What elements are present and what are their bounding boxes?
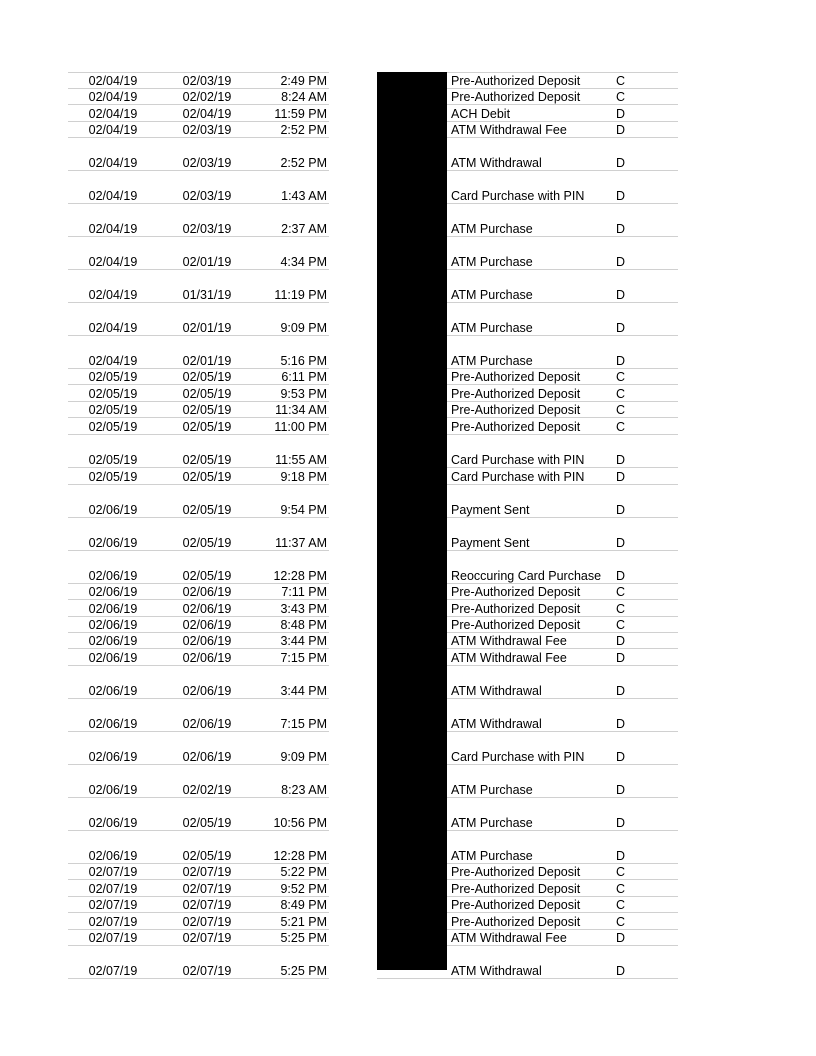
debit-credit-cell: D <box>616 684 626 698</box>
time-cell: 11:34 AM <box>275 403 327 417</box>
debit-credit-cell: C <box>616 882 626 896</box>
transaction-date-cell: 02/06/19 <box>182 717 232 731</box>
debit-credit-cell: D <box>616 123 626 137</box>
row-divider <box>377 978 678 979</box>
debit-credit-cell: D <box>616 255 626 269</box>
description-cell: Pre-Authorized Deposit <box>451 882 581 896</box>
post-date-cell: 02/04/19 <box>88 90 138 104</box>
time-cell: 8:49 PM <box>280 898 327 912</box>
debit-credit-cell: D <box>616 816 626 830</box>
description-cell: ATM Withdrawal Fee <box>451 651 567 665</box>
description-cell: ATM Purchase <box>451 816 533 830</box>
transaction-date-cell: 02/03/19 <box>182 74 232 88</box>
transaction-date-cell: 02/03/19 <box>182 156 232 170</box>
transaction-date-cell: 02/03/19 <box>182 222 232 236</box>
debit-credit-cell: D <box>616 354 626 368</box>
time-cell: 8:23 AM <box>281 783 327 797</box>
time-cell: 5:25 PM <box>280 931 327 945</box>
debit-credit-cell: D <box>616 717 626 731</box>
description-cell: ATM Withdrawal Fee <box>451 123 567 137</box>
transaction-date-cell: 02/07/19 <box>182 865 232 879</box>
post-date-cell: 02/07/19 <box>88 964 138 978</box>
post-date-cell: 02/06/19 <box>88 717 138 731</box>
debit-credit-cell: D <box>616 931 626 945</box>
transaction-date-cell: 02/03/19 <box>182 189 232 203</box>
time-cell: 12:28 PM <box>273 569 327 583</box>
post-date-cell: 02/06/19 <box>88 816 138 830</box>
debit-credit-cell: D <box>616 750 626 764</box>
description-cell: Card Purchase with PIN <box>451 750 585 764</box>
post-date-cell: 02/04/19 <box>88 74 138 88</box>
time-cell: 9:09 PM <box>280 321 327 335</box>
time-cell: 2:37 AM <box>281 222 327 236</box>
post-date-cell: 02/05/19 <box>88 420 138 434</box>
description-cell: ATM Purchase <box>451 255 533 269</box>
post-date-cell: 02/07/19 <box>88 882 138 896</box>
post-date-cell: 02/05/19 <box>88 387 138 401</box>
transaction-date-cell: 02/07/19 <box>182 882 232 896</box>
transaction-date-cell: 02/05/19 <box>182 420 232 434</box>
post-date-cell: 02/04/19 <box>88 255 138 269</box>
debit-credit-cell: D <box>616 321 626 335</box>
time-cell: 2:52 PM <box>280 123 327 137</box>
description-cell: Pre-Authorized Deposit <box>451 865 581 879</box>
debit-credit-cell: D <box>616 453 626 467</box>
description-cell: ATM Purchase <box>451 783 533 797</box>
debit-credit-cell: D <box>616 288 626 302</box>
description-cell: Pre-Authorized Deposit <box>451 915 581 929</box>
transaction-date-cell: 02/05/19 <box>182 387 232 401</box>
transaction-date-cell: 02/06/19 <box>182 651 232 665</box>
post-date-cell: 02/04/19 <box>88 189 138 203</box>
description-cell: ATM Purchase <box>451 222 533 236</box>
time-cell: 3:44 PM <box>280 634 327 648</box>
description-cell: ATM Purchase <box>451 354 533 368</box>
description-cell: Pre-Authorized Deposit <box>451 585 581 599</box>
transaction-date-cell: 02/05/19 <box>182 453 232 467</box>
transaction-date-cell: 02/01/19 <box>182 354 232 368</box>
description-cell: Pre-Authorized Deposit <box>451 898 581 912</box>
transaction-date-cell: 02/06/19 <box>182 585 232 599</box>
row-divider <box>68 978 329 979</box>
time-cell: 4:34 PM <box>280 255 327 269</box>
transaction-date-cell: 02/06/19 <box>182 618 232 632</box>
debit-credit-cell: D <box>616 569 626 583</box>
time-cell: 10:56 PM <box>273 816 327 830</box>
time-cell: 11:00 PM <box>274 420 327 434</box>
description-cell: ATM Purchase <box>451 849 533 863</box>
description-cell: Card Purchase with PIN <box>451 470 585 484</box>
description-cell: Card Purchase with PIN <box>451 453 585 467</box>
time-cell: 12:28 PM <box>273 849 327 863</box>
time-cell: 11:55 AM <box>275 453 327 467</box>
time-cell: 9:52 PM <box>280 882 327 896</box>
time-cell: 5:22 PM <box>280 865 327 879</box>
description-cell: Reoccuring Card Purchase <box>451 569 602 583</box>
post-date-cell: 02/07/19 <box>88 865 138 879</box>
transaction-date-cell: 02/06/19 <box>182 602 232 616</box>
description-cell: Pre-Authorized Deposit <box>451 618 581 632</box>
transaction-date-cell: 02/05/19 <box>182 849 232 863</box>
post-date-cell: 02/05/19 <box>88 453 138 467</box>
transaction-date-cell: 02/05/19 <box>182 569 232 583</box>
time-cell: 6:11 PM <box>281 370 327 384</box>
description-cell: Pre-Authorized Deposit <box>451 420 581 434</box>
transaction-date-cell: 01/31/19 <box>182 288 232 302</box>
debit-credit-cell: D <box>616 634 626 648</box>
transaction-date-cell: 02/02/19 <box>182 90 232 104</box>
time-cell: 9:54 PM <box>280 503 327 517</box>
time-cell: 5:21 PM <box>280 915 327 929</box>
transaction-date-cell: 02/05/19 <box>182 470 232 484</box>
description-cell: Pre-Authorized Deposit <box>451 90 581 104</box>
time-cell: 9:53 PM <box>280 387 327 401</box>
debit-credit-cell: C <box>616 90 626 104</box>
post-date-cell: 02/05/19 <box>88 370 138 384</box>
transaction-date-cell: 02/06/19 <box>182 684 232 698</box>
transaction-date-cell: 02/01/19 <box>182 321 232 335</box>
description-cell: Pre-Authorized Deposit <box>451 74 581 88</box>
debit-credit-cell: C <box>616 370 626 384</box>
description-cell: ATM Withdrawal <box>451 717 542 731</box>
time-cell: 2:52 PM <box>280 156 327 170</box>
time-cell: 11:59 PM <box>274 107 327 121</box>
time-cell: 9:18 PM <box>280 470 327 484</box>
debit-credit-cell: C <box>616 585 626 599</box>
debit-credit-cell: D <box>616 156 626 170</box>
time-cell: 7:11 PM <box>281 585 327 599</box>
debit-credit-cell: C <box>616 898 626 912</box>
debit-credit-cell: C <box>616 74 626 88</box>
post-date-cell: 02/04/19 <box>88 156 138 170</box>
time-cell: 2:49 PM <box>280 74 327 88</box>
post-date-cell: 02/04/19 <box>88 321 138 335</box>
post-date-cell: 02/07/19 <box>88 915 138 929</box>
post-date-cell: 02/06/19 <box>88 602 138 616</box>
description-cell: Pre-Authorized Deposit <box>451 387 581 401</box>
debit-credit-cell: C <box>616 618 626 632</box>
transaction-date-cell: 02/07/19 <box>182 898 232 912</box>
time-cell: 11:37 AM <box>275 536 327 550</box>
time-cell: 7:15 PM <box>280 651 327 665</box>
transaction-date-cell: 02/05/19 <box>182 536 232 550</box>
debit-credit-cell: C <box>616 865 626 879</box>
description-cell: ATM Withdrawal <box>451 156 542 170</box>
debit-credit-cell: D <box>616 964 626 978</box>
debit-credit-cell: D <box>616 783 626 797</box>
post-date-cell: 02/06/19 <box>88 618 138 632</box>
post-date-cell: 02/04/19 <box>88 288 138 302</box>
transaction-date-cell: 02/05/19 <box>182 370 232 384</box>
time-cell: 3:43 PM <box>280 602 327 616</box>
time-cell: 9:09 PM <box>280 750 327 764</box>
time-cell: 5:25 PM <box>280 964 327 978</box>
time-cell: 1:43 AM <box>281 189 327 203</box>
description-cell: ATM Withdrawal <box>451 964 542 978</box>
post-date-cell: 02/04/19 <box>88 354 138 368</box>
description-cell: Pre-Authorized Deposit <box>451 602 581 616</box>
description-cell: ACH Debit <box>451 107 511 121</box>
post-date-cell: 02/06/19 <box>88 585 138 599</box>
debit-credit-cell: C <box>616 403 626 417</box>
post-date-cell: 02/06/19 <box>88 783 138 797</box>
debit-credit-cell: C <box>616 915 626 929</box>
transaction-date-cell: 02/05/19 <box>182 816 232 830</box>
post-date-cell: 02/06/19 <box>88 750 138 764</box>
time-cell: 7:15 PM <box>280 717 327 731</box>
post-date-cell: 02/06/19 <box>88 849 138 863</box>
description-cell: ATM Withdrawal Fee <box>451 931 567 945</box>
time-cell: 8:48 PM <box>280 618 327 632</box>
post-date-cell: 02/07/19 <box>88 931 138 945</box>
description-cell: Card Purchase with PIN <box>451 189 585 203</box>
transaction-date-cell: 02/07/19 <box>182 931 232 945</box>
time-cell: 8:24 AM <box>281 90 327 104</box>
description-cell: ATM Purchase <box>451 288 533 302</box>
post-date-cell: 02/07/19 <box>88 898 138 912</box>
post-date-cell: 02/04/19 <box>88 107 138 121</box>
description-cell: Payment Sent <box>451 536 530 550</box>
description-cell: ATM Withdrawal Fee <box>451 634 567 648</box>
transaction-date-cell: 02/07/19 <box>182 915 232 929</box>
transaction-date-cell: 02/03/19 <box>182 123 232 137</box>
debit-credit-cell: C <box>616 602 626 616</box>
debit-credit-cell: D <box>616 470 626 484</box>
transaction-date-cell: 02/05/19 <box>182 403 232 417</box>
debit-credit-cell: D <box>616 222 626 236</box>
transaction-date-cell: 02/01/19 <box>182 255 232 269</box>
post-date-cell: 02/06/19 <box>88 569 138 583</box>
description-cell: Payment Sent <box>451 503 530 517</box>
post-date-cell: 02/06/19 <box>88 536 138 550</box>
post-date-cell: 02/05/19 <box>88 403 138 417</box>
debit-credit-cell: D <box>616 849 626 863</box>
transaction-date-cell: 02/05/19 <box>182 503 232 517</box>
time-cell: 11:19 PM <box>274 288 327 302</box>
post-date-cell: 02/04/19 <box>88 123 138 137</box>
description-cell: Pre-Authorized Deposit <box>451 370 581 384</box>
post-date-cell: 02/05/19 <box>88 470 138 484</box>
transaction-date-cell: 02/06/19 <box>182 634 232 648</box>
debit-credit-cell: C <box>616 387 626 401</box>
post-date-cell: 02/04/19 <box>88 222 138 236</box>
description-cell: ATM Purchase <box>451 321 533 335</box>
time-cell: 3:44 PM <box>280 684 327 698</box>
post-date-cell: 02/06/19 <box>88 634 138 648</box>
post-date-cell: 02/06/19 <box>88 684 138 698</box>
debit-credit-cell: D <box>616 503 626 517</box>
transaction-date-cell: 02/07/19 <box>182 964 232 978</box>
redaction-block <box>377 72 447 970</box>
debit-credit-cell: C <box>616 420 626 434</box>
transaction-date-cell: 02/06/19 <box>182 750 232 764</box>
debit-credit-cell: D <box>616 189 626 203</box>
description-cell: Pre-Authorized Deposit <box>451 403 581 417</box>
post-date-cell: 02/06/19 <box>88 651 138 665</box>
description-cell: ATM Withdrawal <box>451 684 542 698</box>
time-cell: 5:16 PM <box>280 354 327 368</box>
transaction-date-cell: 02/02/19 <box>182 783 232 797</box>
debit-credit-cell: D <box>616 651 626 665</box>
debit-credit-cell: D <box>616 536 626 550</box>
transaction-date-cell: 02/04/19 <box>182 107 232 121</box>
debit-credit-cell: D <box>616 107 626 121</box>
post-date-cell: 02/06/19 <box>88 503 138 517</box>
